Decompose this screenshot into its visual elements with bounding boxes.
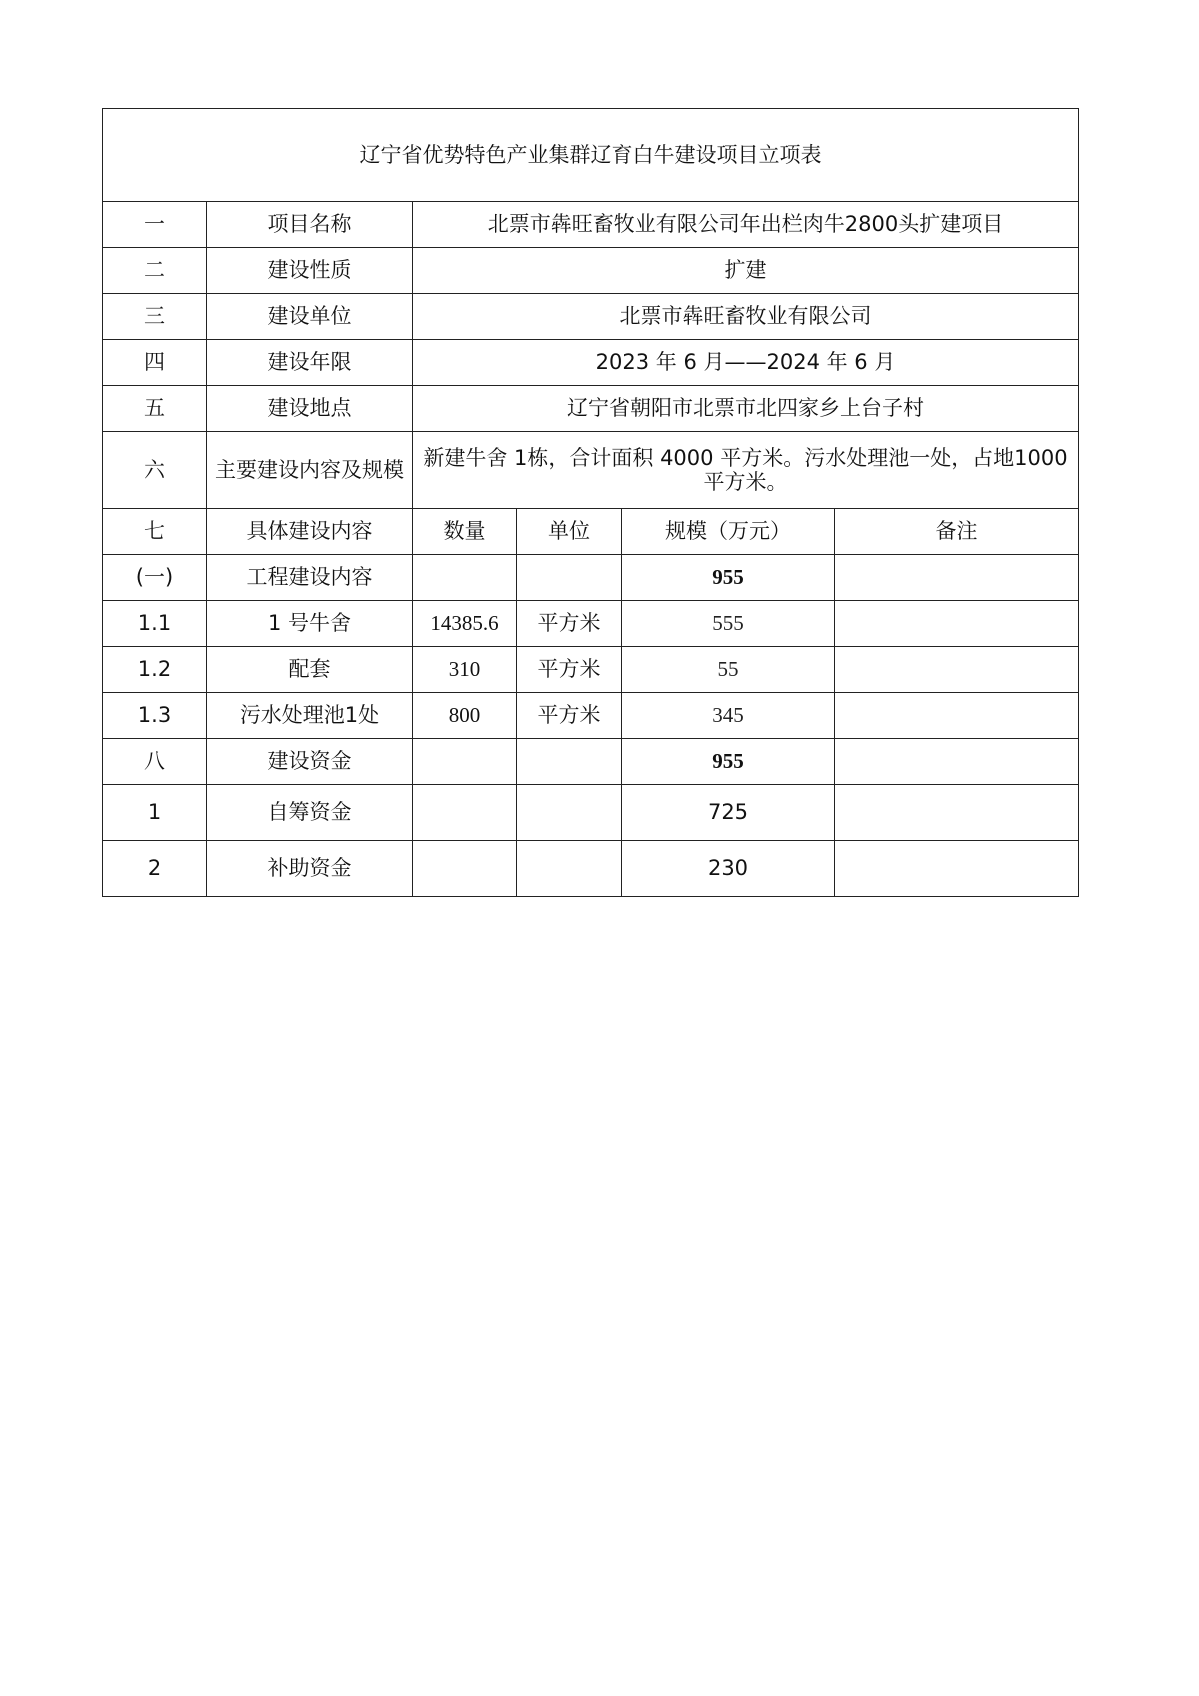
item-cell: 配套 [207, 647, 413, 693]
info-row-unit [103, 294, 1079, 340]
unit-cell: 平方米 [517, 693, 622, 739]
construction-unit-value: 北票市犇旺畜牧业有限公司 [413, 294, 1079, 340]
row-label: 建设性质 [207, 248, 413, 294]
info-row-content [103, 432, 1079, 509]
funding-row [103, 739, 1079, 785]
item-cell: 补助资金 [207, 841, 413, 897]
unit-cell [517, 739, 622, 785]
item-cell: 工程建设内容 [207, 555, 413, 601]
project-name-value: 北票市犇旺畜牧业有限公司年出栏肉牛2800头扩建项目 [413, 202, 1079, 248]
row-label: 主要建设内容及规模 [207, 432, 413, 509]
row-number: 六 [103, 432, 207, 509]
title-row [103, 109, 1079, 202]
row-number: 1.2 [103, 647, 207, 693]
note-cell [835, 601, 1079, 647]
info-row-nature [103, 248, 1079, 294]
row-number: 一 [103, 202, 207, 248]
row-number: 五 [103, 386, 207, 432]
column-header-quantity: 数量 [413, 509, 517, 555]
table-row [103, 841, 1079, 897]
row-number: 1 [103, 785, 207, 841]
note-cell [835, 841, 1079, 897]
quantity-cell: 800 [413, 693, 517, 739]
row-number: 四 [103, 340, 207, 386]
item-cell: 污水处理池1处 [207, 693, 413, 739]
row-number: 1.3 [103, 693, 207, 739]
scale-cell: 345 [622, 693, 835, 739]
table-row [103, 601, 1079, 647]
note-cell [835, 693, 1079, 739]
quantity-cell: 14385.6 [413, 601, 517, 647]
item-cell: 1 号牛舍 [207, 601, 413, 647]
construction-period-value: 2023 年 6 月——2024 年 6 月 [413, 340, 1079, 386]
row-number: 1.1 [103, 601, 207, 647]
column-header-unit: 单位 [517, 509, 622, 555]
detail-header-row [103, 509, 1079, 555]
engineering-row [103, 555, 1079, 601]
info-row-location [103, 386, 1079, 432]
scale-cell: 955 [622, 555, 835, 601]
row-label: 建设年限 [207, 340, 413, 386]
column-header-note: 备注 [835, 509, 1079, 555]
row-label: 建设单位 [207, 294, 413, 340]
table-row [103, 647, 1079, 693]
scale-cell: 230 [622, 841, 835, 897]
unit-cell [517, 555, 622, 601]
unit-cell [517, 785, 622, 841]
scale-cell: 725 [622, 785, 835, 841]
main-content-value: 新建牛舍 1栋，合计面积 4000 平方米。污水处理池一处，占地1000平方米。 [413, 432, 1079, 509]
construction-nature-value: 扩建 [413, 248, 1079, 294]
unit-cell: 平方米 [517, 647, 622, 693]
table-title: 辽宁省优势特色产业集群辽育白牛建设项目立项表 [103, 109, 1079, 202]
construction-location-value: 辽宁省朝阳市北票市北四家乡上台子村 [413, 386, 1079, 432]
table-row [103, 693, 1079, 739]
row-number: 2 [103, 841, 207, 897]
project-approval-table [102, 108, 1079, 897]
note-cell [835, 739, 1079, 785]
row-label: 建设地点 [207, 386, 413, 432]
note-cell [835, 647, 1079, 693]
info-row-period [103, 340, 1079, 386]
column-header-item: 具体建设内容 [207, 509, 413, 555]
scale-cell: 55 [622, 647, 835, 693]
row-number: 八 [103, 739, 207, 785]
info-row-project-name [103, 202, 1079, 248]
table-row [103, 785, 1079, 841]
column-header-scale: 规模（万元） [622, 509, 835, 555]
row-number: 七 [103, 509, 207, 555]
row-number: (一) [103, 555, 207, 601]
scale-cell: 555 [622, 601, 835, 647]
quantity-cell [413, 555, 517, 601]
item-cell: 建设资金 [207, 739, 413, 785]
item-cell: 自筹资金 [207, 785, 413, 841]
quantity-cell: 310 [413, 647, 517, 693]
quantity-cell [413, 841, 517, 897]
row-number: 三 [103, 294, 207, 340]
note-cell [835, 555, 1079, 601]
row-label: 项目名称 [207, 202, 413, 248]
unit-cell [517, 841, 622, 897]
quantity-cell [413, 739, 517, 785]
unit-cell: 平方米 [517, 601, 622, 647]
scale-cell: 955 [622, 739, 835, 785]
row-number: 二 [103, 248, 207, 294]
note-cell [835, 785, 1079, 841]
quantity-cell [413, 785, 517, 841]
